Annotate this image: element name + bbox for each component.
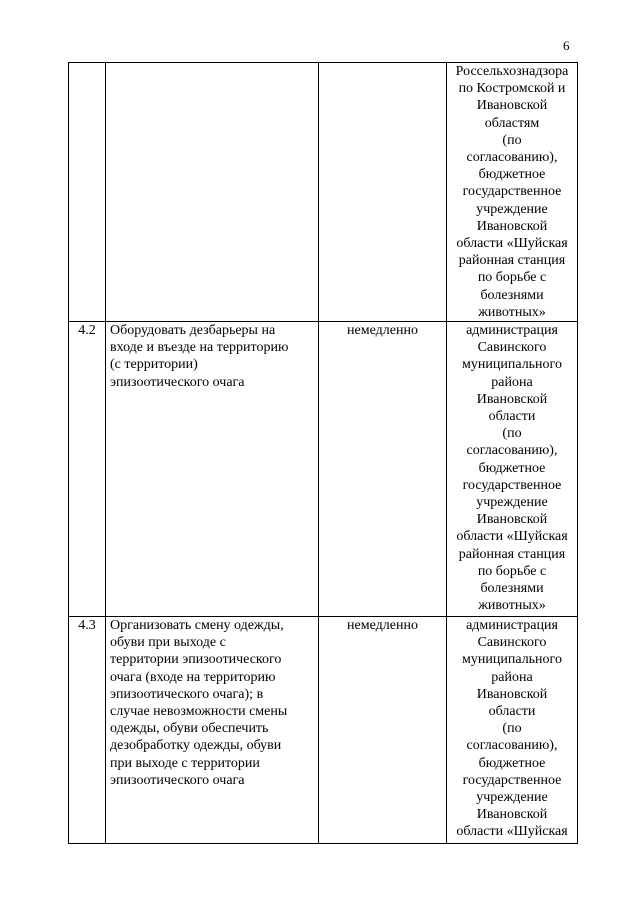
action-cell	[106, 63, 319, 322]
cell-line: (по	[502, 426, 522, 442]
cell-line: обуви при выходе с	[110, 635, 226, 651]
action-cell	[106, 322, 319, 617]
row-number	[69, 63, 106, 322]
cell-line: Организовать смену одежды,	[110, 618, 284, 634]
cell-line: согласованию),	[466, 150, 558, 166]
row-number: 4.3	[69, 617, 106, 844]
responsible-cell	[447, 63, 578, 322]
cell-line: бюджетное	[478, 167, 546, 183]
term-cell	[319, 63, 447, 322]
page-number: 6	[563, 38, 570, 53]
cell-line: Ивановской	[476, 391, 548, 407]
responsible-cell	[447, 617, 578, 844]
cell-line: района	[491, 374, 533, 390]
cell-line: государственное	[462, 772, 562, 788]
cell-line: при выходе с территории	[110, 755, 260, 771]
cell-line: Россельхознадзора	[455, 64, 569, 79]
cell-line: эпизоотического очага	[110, 772, 245, 788]
cell-line: Ивановской	[476, 218, 548, 234]
cell-line: области «Шуйская	[456, 236, 568, 252]
cell-line: бюджетное	[478, 460, 546, 476]
cell-line: области	[488, 409, 536, 425]
responsible-cell	[447, 322, 578, 617]
cell-line: (с территории)	[110, 357, 198, 373]
table-row	[69, 322, 578, 617]
cell-line: государственное	[462, 477, 562, 493]
cell-line: очага (входе на территорию	[110, 669, 276, 685]
cell-line: районная станция	[458, 546, 566, 562]
cell-line: дезобработку одежды, обуви	[110, 738, 282, 754]
cell-line: муниципального	[462, 357, 562, 373]
cell-line: животных»	[478, 304, 546, 320]
cell-line: бюджетное	[478, 755, 546, 771]
row-number: 4.2	[69, 322, 106, 617]
cell-line: муниципального	[462, 652, 562, 668]
cell-line: учреждение	[476, 790, 548, 806]
cell-line: учреждение	[476, 495, 548, 511]
action-cell	[106, 617, 319, 844]
cell-line: района	[491, 669, 533, 685]
cell-line: согласованию),	[466, 443, 558, 459]
cell-line: животных»	[478, 598, 546, 614]
cell-line: болезнями	[480, 581, 544, 597]
cell-line: случае невозможности смены	[110, 704, 288, 720]
cell-line: территории эпизоотического	[110, 652, 282, 668]
cell-line: Савинского	[477, 635, 547, 651]
table-row	[69, 63, 578, 322]
term-cell: немедленно	[319, 322, 447, 617]
cell-line: Савинского	[477, 340, 547, 356]
cell-line: входе и въезде на территорию	[110, 340, 289, 356]
table-row	[69, 617, 578, 844]
cell-line: областям	[484, 115, 540, 131]
cell-line: (по	[502, 721, 522, 737]
cell-line: области «Шуйская	[456, 824, 568, 840]
cell-line: одежды, обуви обеспечить	[110, 721, 269, 737]
measures-table	[68, 62, 578, 844]
cell-line: Ивановской	[476, 98, 548, 114]
cell-line: администрация	[466, 323, 558, 339]
cell-line: области «Шуйская	[456, 529, 568, 545]
cell-line: Оборудовать дезбарьеры на	[110, 323, 276, 339]
cell-line: по Костромской и	[458, 81, 566, 97]
cell-line: области	[488, 704, 536, 720]
cell-line: эпизоотического очага	[110, 374, 245, 390]
cell-line: по борьбе с	[477, 270, 547, 286]
cell-line: учреждение	[476, 201, 548, 217]
cell-line: Ивановской	[476, 512, 548, 528]
cell-line: Ивановской	[476, 807, 548, 823]
term-cell: немедленно	[319, 617, 447, 844]
cell-line: эпизоотического очага); в	[110, 686, 264, 702]
cell-line: государственное	[462, 184, 562, 200]
cell-line: болезнями	[480, 287, 544, 303]
cell-line: по борьбе с	[477, 563, 547, 579]
cell-line: (по	[502, 132, 522, 148]
cell-line: районная станция	[458, 253, 566, 269]
cell-line: администрация	[466, 618, 558, 634]
cell-line: Ивановской	[476, 686, 548, 702]
cell-line: согласованию),	[466, 738, 558, 754]
